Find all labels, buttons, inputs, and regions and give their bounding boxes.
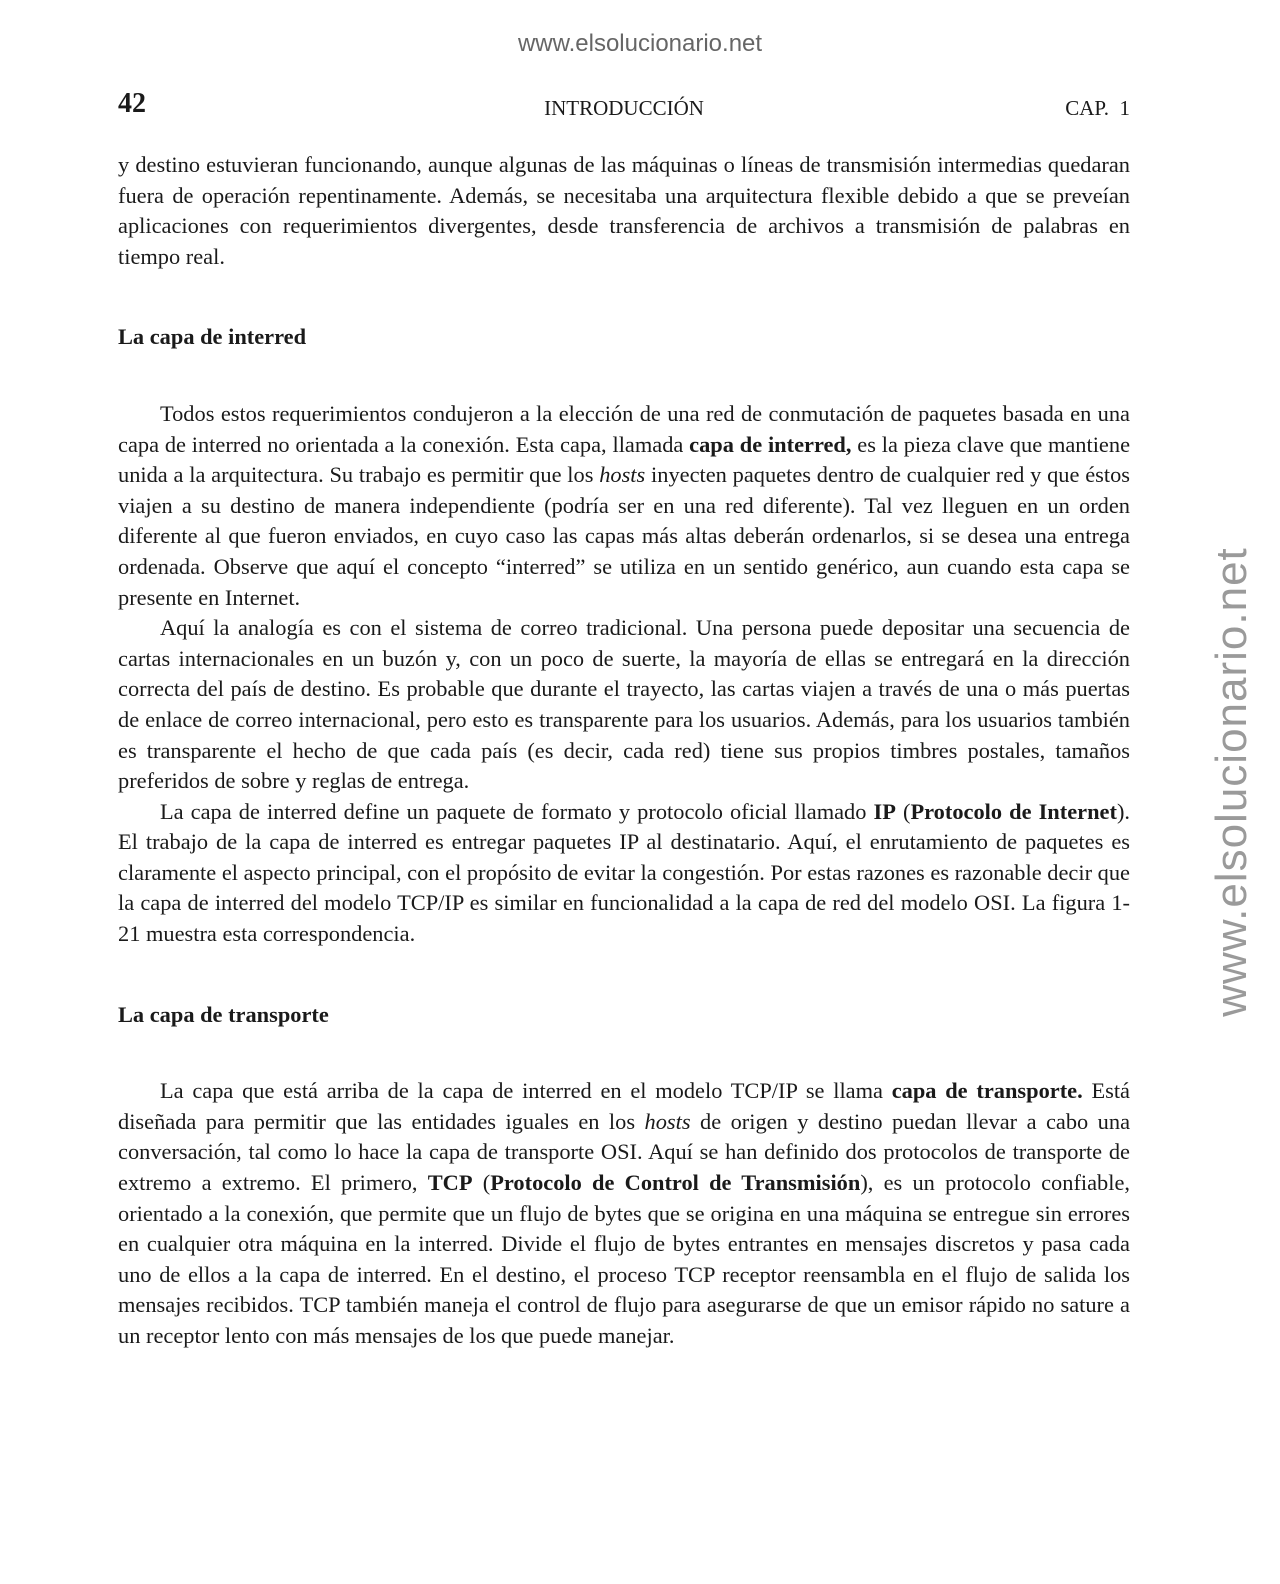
watermark-top: www.elsolucionario.net [517, 30, 763, 57]
term-tcp: TCP [427, 1170, 473, 1196]
page-header [118, 88, 1130, 128]
section-heading-transporte: La capa de transporte [118, 1001, 329, 1027]
intro-paragraph: y destino estuvieran funcionando, aunque algunas de las máquinas o líneas de transmisión intermedias quedaran fuera de operación repentinamente. Además, se necesitaba una arquitectura flexible debido a que se preveían aplicaciones con requerimientos divergentes, desde transferencia de archivos a transmisión de palabras en tiempo real. [118, 152, 1130, 269]
paragraph-interred-1: Todos estos requerimientos condujeron a la elección de una red de conmutación de paquetes basada en una capa de interred no orientada a la conexión. Esta capa, llamada capa de interred, es la pieza clave que mantiene unida a la arquitectura. Su trabajo es permitir que los hosts inyecten paquetes dentro de cualquier red y que éstos viajen a su destino de manera independiente (podría ser en una red diferente). Tal vez lleguen en un orden diferente al que fueron enviados, en cuyo caso las capas más altas deberán ordenarlos, si se desea una entrega ordenada. Observe que aquí el concepto “interred” se utiliza en un sentido genérico, aun cuando esta capa se presente en Internet. [118, 400, 1131, 610]
term-capa-de-transporte: capa de transporte. [891, 1078, 1083, 1104]
section-heading-interred: La capa de interred [118, 324, 307, 350]
chapter-label: CAP. 1 [1065, 96, 1130, 120]
paragraph-interred-2: Aquí la analogía es con el sistema de correo tradicional. Una persona puede depositar una secuencia de cartas internacionales en un buzón y, con un poco de suerte, la mayoría de ellas se entregará en la dirección correcta del país de destino. Es probable que durante el trayecto, las cartas viajen a través de una o más puertas de enlace de correo internacional, pero esto es transparente para los usuarios. Además, para los usuarios también es transparente el hecho de que cada país (es decir, cada red) tiene sus propios timbres postales, tamaños preferidos de sobre y reglas de entrega. [118, 615, 1130, 794]
watermark-side: www.elsolucionario.net [1207, 547, 1256, 1017]
term-protocolo-de-internet: Protocolo de Internet [910, 798, 1117, 824]
term-capa-de-interred: capa de interred, [689, 431, 852, 457]
italic-hosts: hosts [644, 1108, 691, 1134]
paragraph-interred-3: La capa de interred define un paquete de formato y protocolo oficial llamado IP (Protocolo de Internet). El trabajo de la capa de interred es entregar paquetes IP al destinatario. Aquí, el enrutamiento de paquetes es claramente el aspecto principal, con el propósito de evitar la congestión. Por estas razones es razonable decir que la capa de interred del modelo TCP/IP es similar en funcionalidad a la capa de red del modelo OSI. La figura 1-21 muestra esta correspondencia. [118, 798, 1130, 947]
page-body [118, 150, 1130, 1352]
term-protocolo-de-control-de-transmision: Protocolo de Control de Transmisión [490, 1170, 861, 1196]
italic-hosts: hosts [599, 462, 646, 488]
running-title: INTRODUCCIÓN [544, 96, 704, 120]
paragraph-transporte-1: La capa que está arriba de la capa de interred en el modelo TCP/IP se llama capa de transporte. Está diseñada para permitir que las entidades iguales en los hosts de origen y destino puedan llevar a cabo una conversación, tal como lo hace la capa de transporte OSI. Aquí se han definido dos protocolos de transporte de extremo a extremo. El primero, TCP (Protocolo de Control de Transmisión), es un protocolo confiable, orientado a la conexión, que permite que un flujo de bytes que se origina en una máquina se entregue sin errores en cualquier otra máquina en la interred. Divide el flujo de bytes entrantes en mensajes discretos y pasa cada uno de ellos a la capa de interred. En el destino, el proceso TCP receptor reensambla en el flujo de salida los mensajes recibidos. TCP también maneja el control de flujo para asegurarse de que un emisor rápido no sature a un receptor lento con más mensajes de los que puede manejar. [118, 1078, 1131, 1348]
term-ip: IP [873, 798, 896, 824]
page-number: 42 [118, 88, 146, 119]
